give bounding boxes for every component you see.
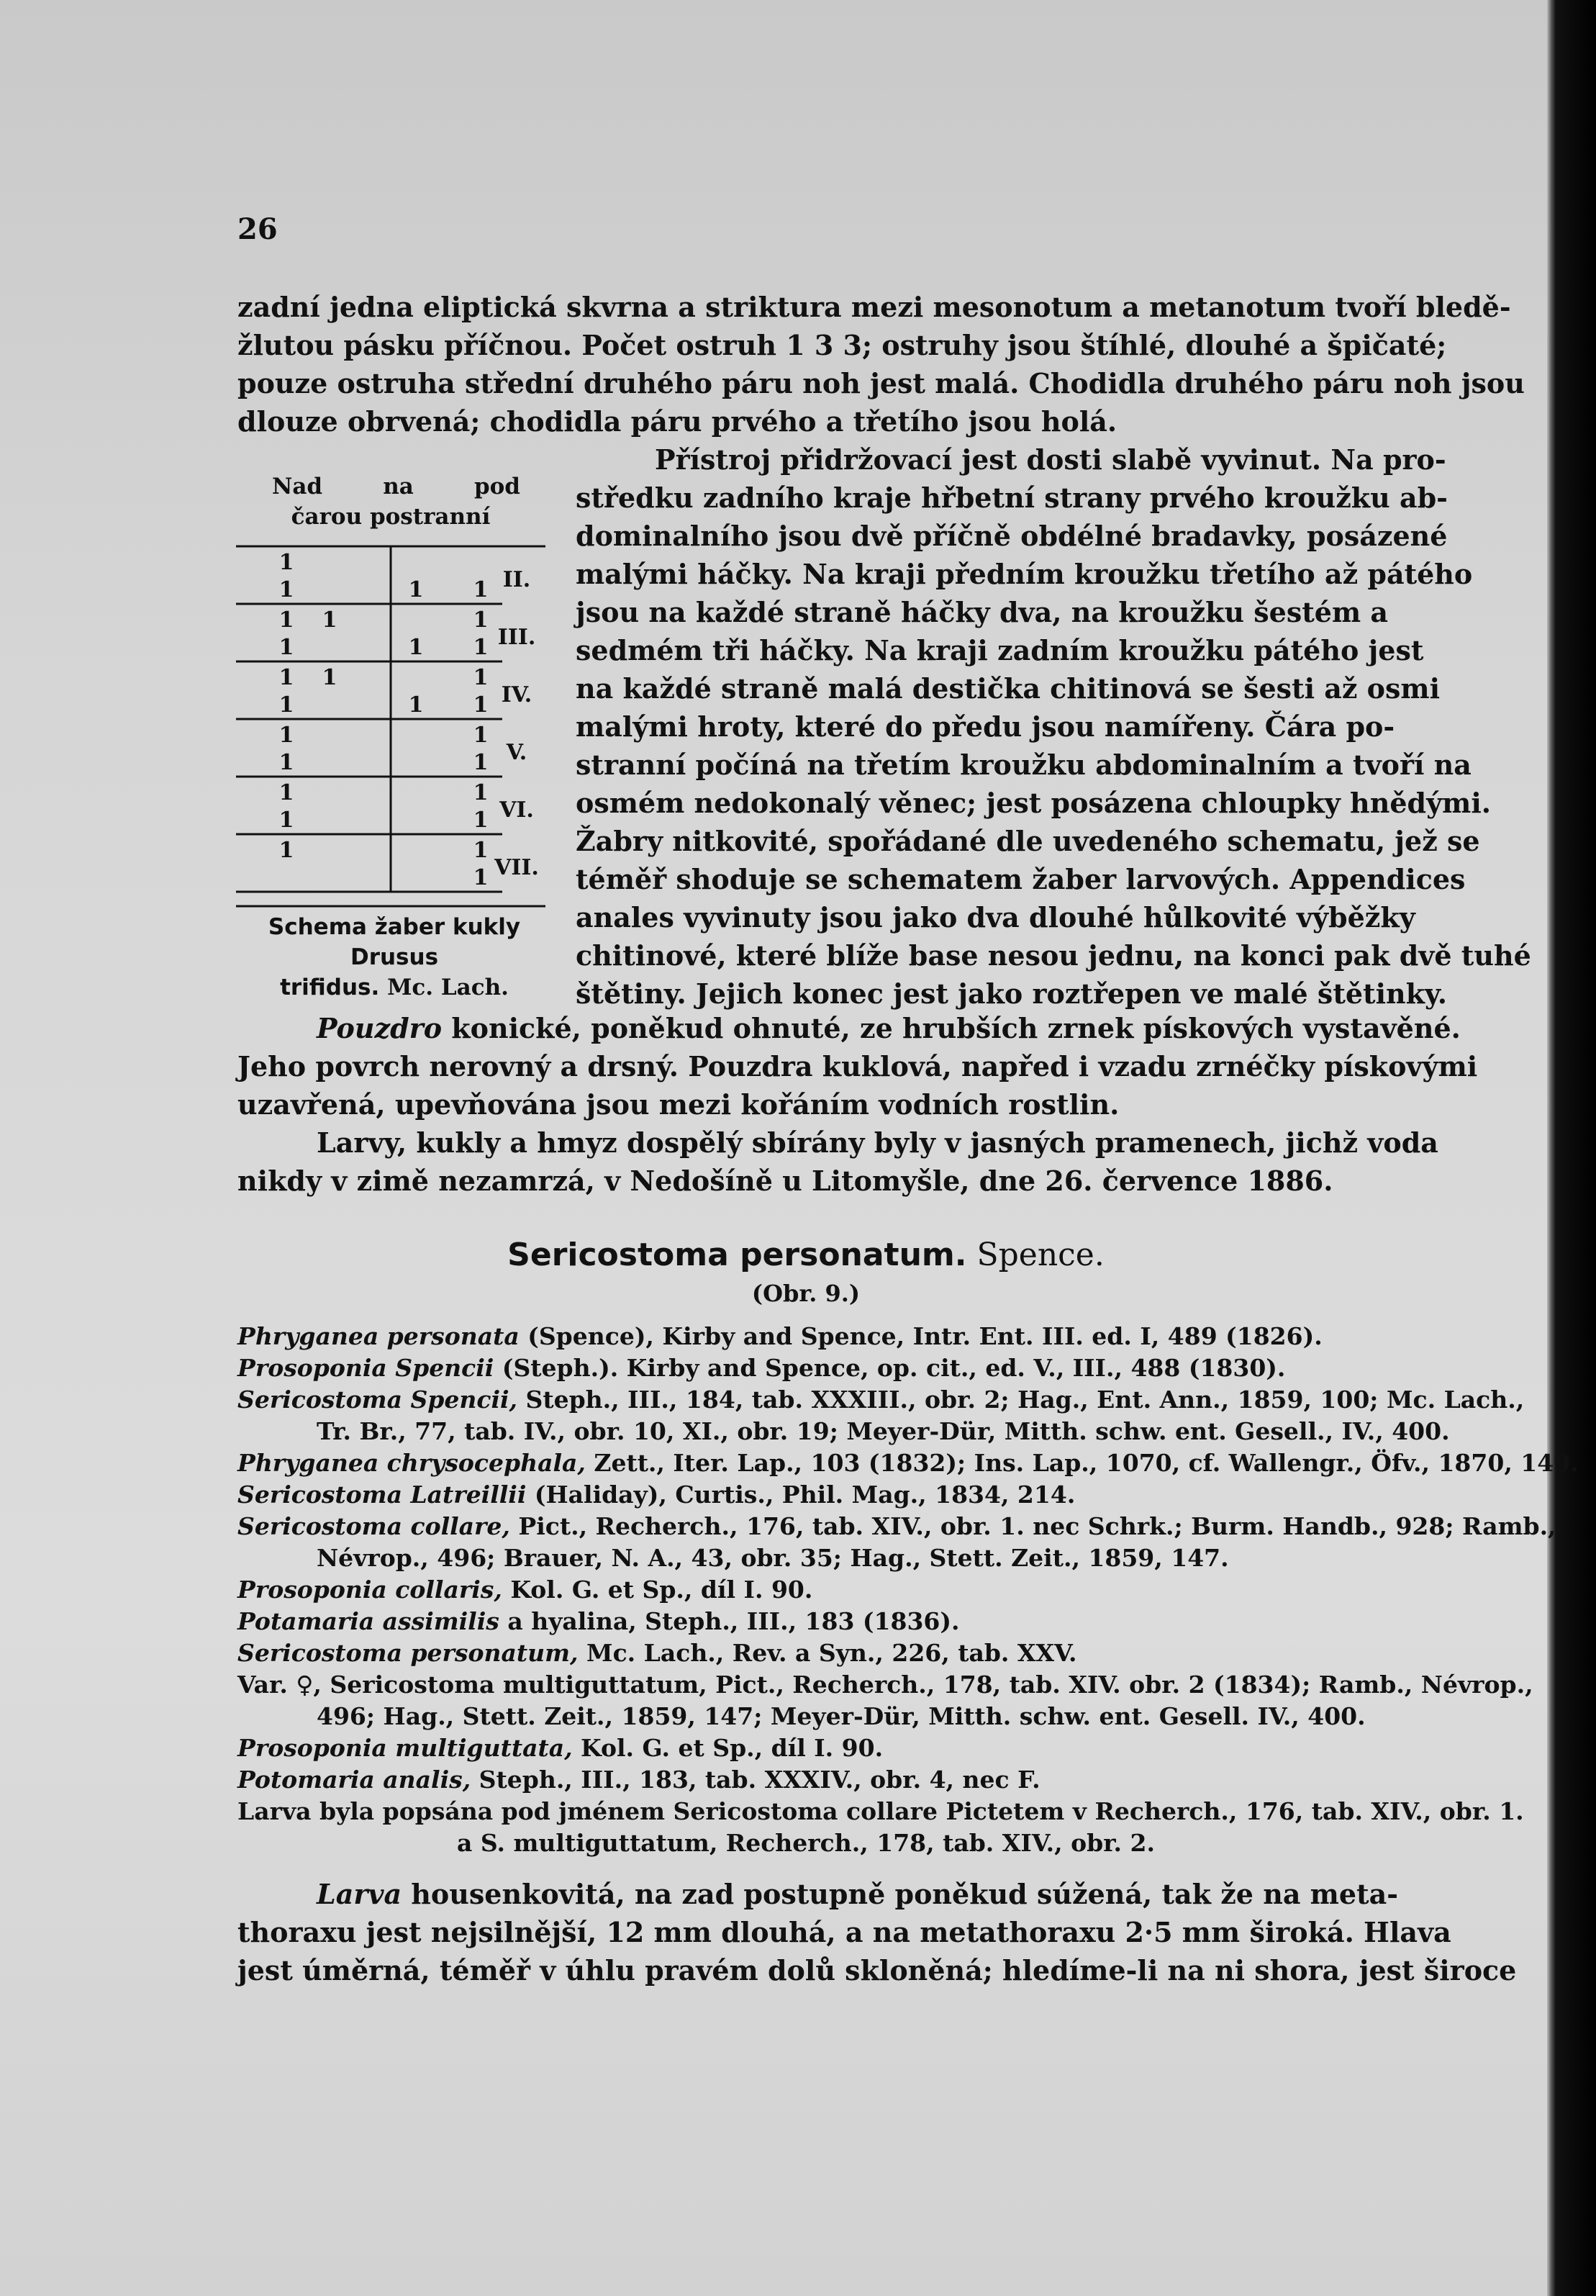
synonym-taxon: Sericostoma Spencii, [237,1386,518,1414]
gill-count: 1 [473,635,489,660]
text-line: jest úměrná, téměř v úhlu pravém dolů skloněná; hledíme-li na ni shora, jest široce [237,1954,1517,1987]
gill-count: 1 [473,577,489,602]
segment-label: III. [497,625,536,650]
gill-count: 1 [278,665,294,690]
caption-line1: Schema žaber kukly Drusus [268,914,521,970]
header-nad: Nad [272,474,323,500]
gill-count: 1 [473,723,489,748]
text-line: Jeho povrch nerovný a drsný. Pouzdra kuklová, napřed i vzadu zrnéčky pískovými [237,1050,1478,1083]
synonym-reference: Pict., Recherch., 176, tab. XIV., obr. 1. nec Schrk.; Burm. Handb., 928; Ramb., [509,1512,1556,1540]
gill-schema-figure [236,471,545,942]
figure-header [236,471,545,532]
text-line: jsou na každé straně háčky dva, na kroužku šestém a [576,596,1389,628]
synonym-line [237,1416,1450,1447]
synonym-reference: Var. ♀, Sericostoma multiguttatum, Pict., Recherch., 178, tab. XIV. obr. 2 (1834); Ramb., Névrop., [237,1671,1533,1699]
gill-count: 1 [278,838,294,863]
synonym-reference: (Spence), Kirby and Spence, Intr. Ent. III. ed. I, 489 (1826). [519,1322,1323,1350]
text-span: konické, poněkud ohnuté, ze hrubších zrnek pískových vystavěné. [442,1012,1461,1044]
synonym-reference: a S. multiguttatum, Recherch., 178, tab. XIV., obr. 2. [457,1829,1155,1857]
text-line: pouze ostruha střední druhého páru noh jest malá. Chodidla druhého páru noh jsou [237,367,1525,399]
synonym-reference: Névrop., 496; Brauer, N. A., 43, obr. 35; Hag., Stett. Zeit., 1859, 147. [317,1544,1229,1572]
gill-count: 1 [278,808,294,833]
synonym-reference: 496; Hag., Stett. Zeit., 1859, 147; Meyer-Dür, Mitth. schw. ent. Gesell. IV., 400. [317,1702,1366,1730]
synonym-line [237,1447,1579,1479]
text-line: Přístroj přidržovací jest dosti slabě vyvinut. Na pro- [655,443,1446,476]
synonym-reference: Kol. G. et Sp., díl I. 90. [572,1734,884,1762]
synonym-line [237,1574,1374,1606]
gill-count: 1 [473,692,489,718]
synonym-reference: Steph., III., 183, tab. XXXIV., obr. 4, nec F. [471,1766,1040,1794]
synonym-line [237,1669,1533,1701]
synonym-reference: Tr. Br., 77, tab. IV., obr. 10, XI., obr. 19; Meyer-Dür, Mitth. schw. ent. Gesell., IV., 400. [317,1417,1450,1445]
text-line: dominalního jsou dvě příčně obdélné bradavky, posázené [576,520,1448,552]
synonym-line [237,1384,1525,1416]
header-na: na [383,474,414,500]
synonym-line [237,1542,1374,1574]
gill-count: 1 [322,607,337,633]
synonym-reference: a hyalina, Steph., III., 183 (1836). [499,1607,960,1635]
synonym-reference: (Haliday), Curtis., Phil. Mag., 1834, 214. [526,1481,1076,1509]
species-heading [237,1237,1374,1273]
page-number: 26 [237,212,278,246]
text-line: zadní jedna eliptická skvrna a striktura mezi mesonotum a metanotum tvoří bledě- [237,291,1511,323]
gill-count: 1 [473,665,489,690]
caption-species: trifidus. [280,975,380,1000]
gill-count: 1 [473,808,489,833]
text-line: Žabry nitkovité, spořádané dle uvedeného schematu, jež se [576,825,1480,857]
segment-label: VII. [494,855,539,880]
text-line: thoraxu jest nejsilnější, 12 mm dlouhá, a na metathoraxu 2·5 mm široká. Hlava [237,1916,1451,1948]
synonym-taxon: Prosoponia collaris, [237,1576,502,1604]
text-line: Larvy, kukly a hmyz dospělý sbírány byly v jasných pramenech, jichž voda [317,1126,1438,1159]
gill-count: 1 [278,723,294,748]
text-line: na každé straně malá destička chitinová se šesti až osmi [576,672,1441,705]
text-line [237,1009,1461,1047]
text-line [237,1875,1398,1913]
gill-count: 1 [278,607,294,633]
text-line: sedmém tři háčky. Na kraji zadním kroužku pátého jest [576,634,1424,666]
gill-count: 1 [322,665,337,690]
synonym-line [237,1511,1556,1542]
gill-count: 1 [278,577,294,602]
synonym-line [237,1637,1374,1669]
text-line: stranní počíná na třetím kroužku abdominalním a tvoří na [576,749,1472,781]
gill-count: 1 [408,635,424,660]
text-line: malými hroty, které do předu jsou namířeny. Čára po- [576,710,1395,743]
text-line: malými háčky. Na kraji předním kroužku třetího až pátého [576,558,1473,590]
segment-label: II. [502,567,531,592]
gill-count: 1 [278,780,294,805]
gill-count: 1 [278,750,294,775]
top-paragraph [237,288,1525,440]
synonym-line [237,1827,1374,1859]
larva-word: Larva [317,1878,402,1910]
synonym-reference: (Steph.). Kirby and Spence, op. cit., ed. V., III., 488 (1830). [494,1354,1286,1382]
gill-count: 1 [473,838,489,863]
pouzdro-word: Pouzdro [317,1012,443,1044]
synonym-reference: Steph., III., 184, tab. XXXIII., obr. 2; Hag., Ent. Ann., 1859, 100; Mc. Lach., [517,1386,1525,1414]
synonym-reference: Kol. G. et Sp., díl I. 90. [502,1576,813,1604]
gill-count: 1 [408,577,424,602]
header-row2: čarou postranní [291,504,491,530]
header-pod: pod [473,474,520,500]
text-line: štětiny. Jejich konec jest jako roztřepen ve malé štětinky. [576,977,1447,1010]
synonym-taxon: Phryganea chrysocephala, [237,1449,586,1477]
gill-count: 1 [473,780,489,805]
synonym-taxon: Phryganea personata [237,1322,520,1350]
synonym-line [237,1796,1524,1827]
synonym-taxon: Sericostoma Latreillii [237,1481,527,1509]
text-line: středku zadního kraje hřbetní strany prvého kroužku ab- [576,482,1448,514]
gill-schema-table [236,539,545,942]
gill-count: 1 [473,865,489,890]
synonym-reference: Zett., Iter. Lap., 103 (1832); Ins. Lap., 1070, cf. Wallengr., Öfv., 1870, 149. [585,1449,1579,1477]
text-line: téměř shoduje se schematem žaber larvových. Appendices [576,863,1466,895]
gill-count: 1 [278,550,294,575]
gill-count: 1 [473,750,489,775]
synonym-line [237,1764,1374,1796]
synonym-line [237,1352,1374,1384]
synonym-line [237,1732,1374,1764]
text-line: žlutou pásku příčnou. Počet ostruh 1 3 3; ostruhy jsou štíhlé, dlouhé a špičaté; [237,329,1447,361]
text-line: nikdy v zimě nezamrzá, v Nedošíně u Litomyšle, dne 26. července 1886. [237,1165,1333,1197]
gill-count: 1 [278,635,294,660]
page-edge-shadow [1547,0,1596,2296]
synonym-reference: Larva byla popsána pod jménem Sericostoma collare Pictetem v Recherch., 176, tab. XIV., obr. 1. [237,1797,1524,1825]
gill-count: 1 [408,692,424,718]
synonym-line [237,1479,1374,1511]
species-name: Sericostoma personatum. [507,1237,967,1273]
caption-author: Mc. Lach. [387,975,509,1000]
gill-count: 1 [278,692,294,718]
segment-label: V. [506,740,527,765]
synonym-taxon: Prosoponia multiguttata, [237,1734,573,1762]
synonym-taxon: Sericostoma collare, [237,1512,510,1540]
larvy-paragraph [237,1124,1438,1200]
synonym-line [237,1606,1374,1637]
pouzdro-paragraph [237,1009,1478,1124]
larva-paragraph [237,1875,1517,1989]
text-line: uzavřená, upevňována jsou mezi kořáním vodních rostlin. [237,1088,1120,1121]
right-paragraph [576,440,1531,1013]
synonym-taxon: Sericostoma personatum, [237,1639,579,1667]
synonym-taxon: Potomaria analis, [237,1766,471,1794]
figure-caption [236,912,553,1003]
text-span: housenkovitá, na zad postupně poněkud súžená, tak že na meta- [402,1878,1398,1910]
gill-count: 1 [473,607,489,633]
synonym-reference: Mc. Lach., Rev. a Syn., 226, tab. XXV. [578,1639,1077,1667]
synonym-taxon: Potamaria assimilis [237,1607,499,1635]
text-line: dlouze obrvená; chodidla páru prvého a třetího jsou holá. [237,405,1117,438]
species-author: Spence. [966,1237,1105,1273]
figure-reference: (Obr. 9.) [751,1280,861,1307]
segment-label: IV. [501,682,532,708]
synonymy-list [237,1321,1579,1859]
text-line: anales vyvinuty jsou jako dva dlouhé hůlkovité výběžky [576,901,1415,934]
segment-label: VI. [499,797,534,823]
synonym-taxon: Prosoponia Spencii [237,1354,494,1382]
synonym-line [237,1321,1374,1352]
synonym-line [237,1701,1374,1732]
text-line: chitinové, které blíže base nesou jednu, na konci pak dvě tuhé [576,939,1531,972]
text-line: osmém nedokonalý věnec; jest posázena chloupky hnědými. [576,787,1492,819]
